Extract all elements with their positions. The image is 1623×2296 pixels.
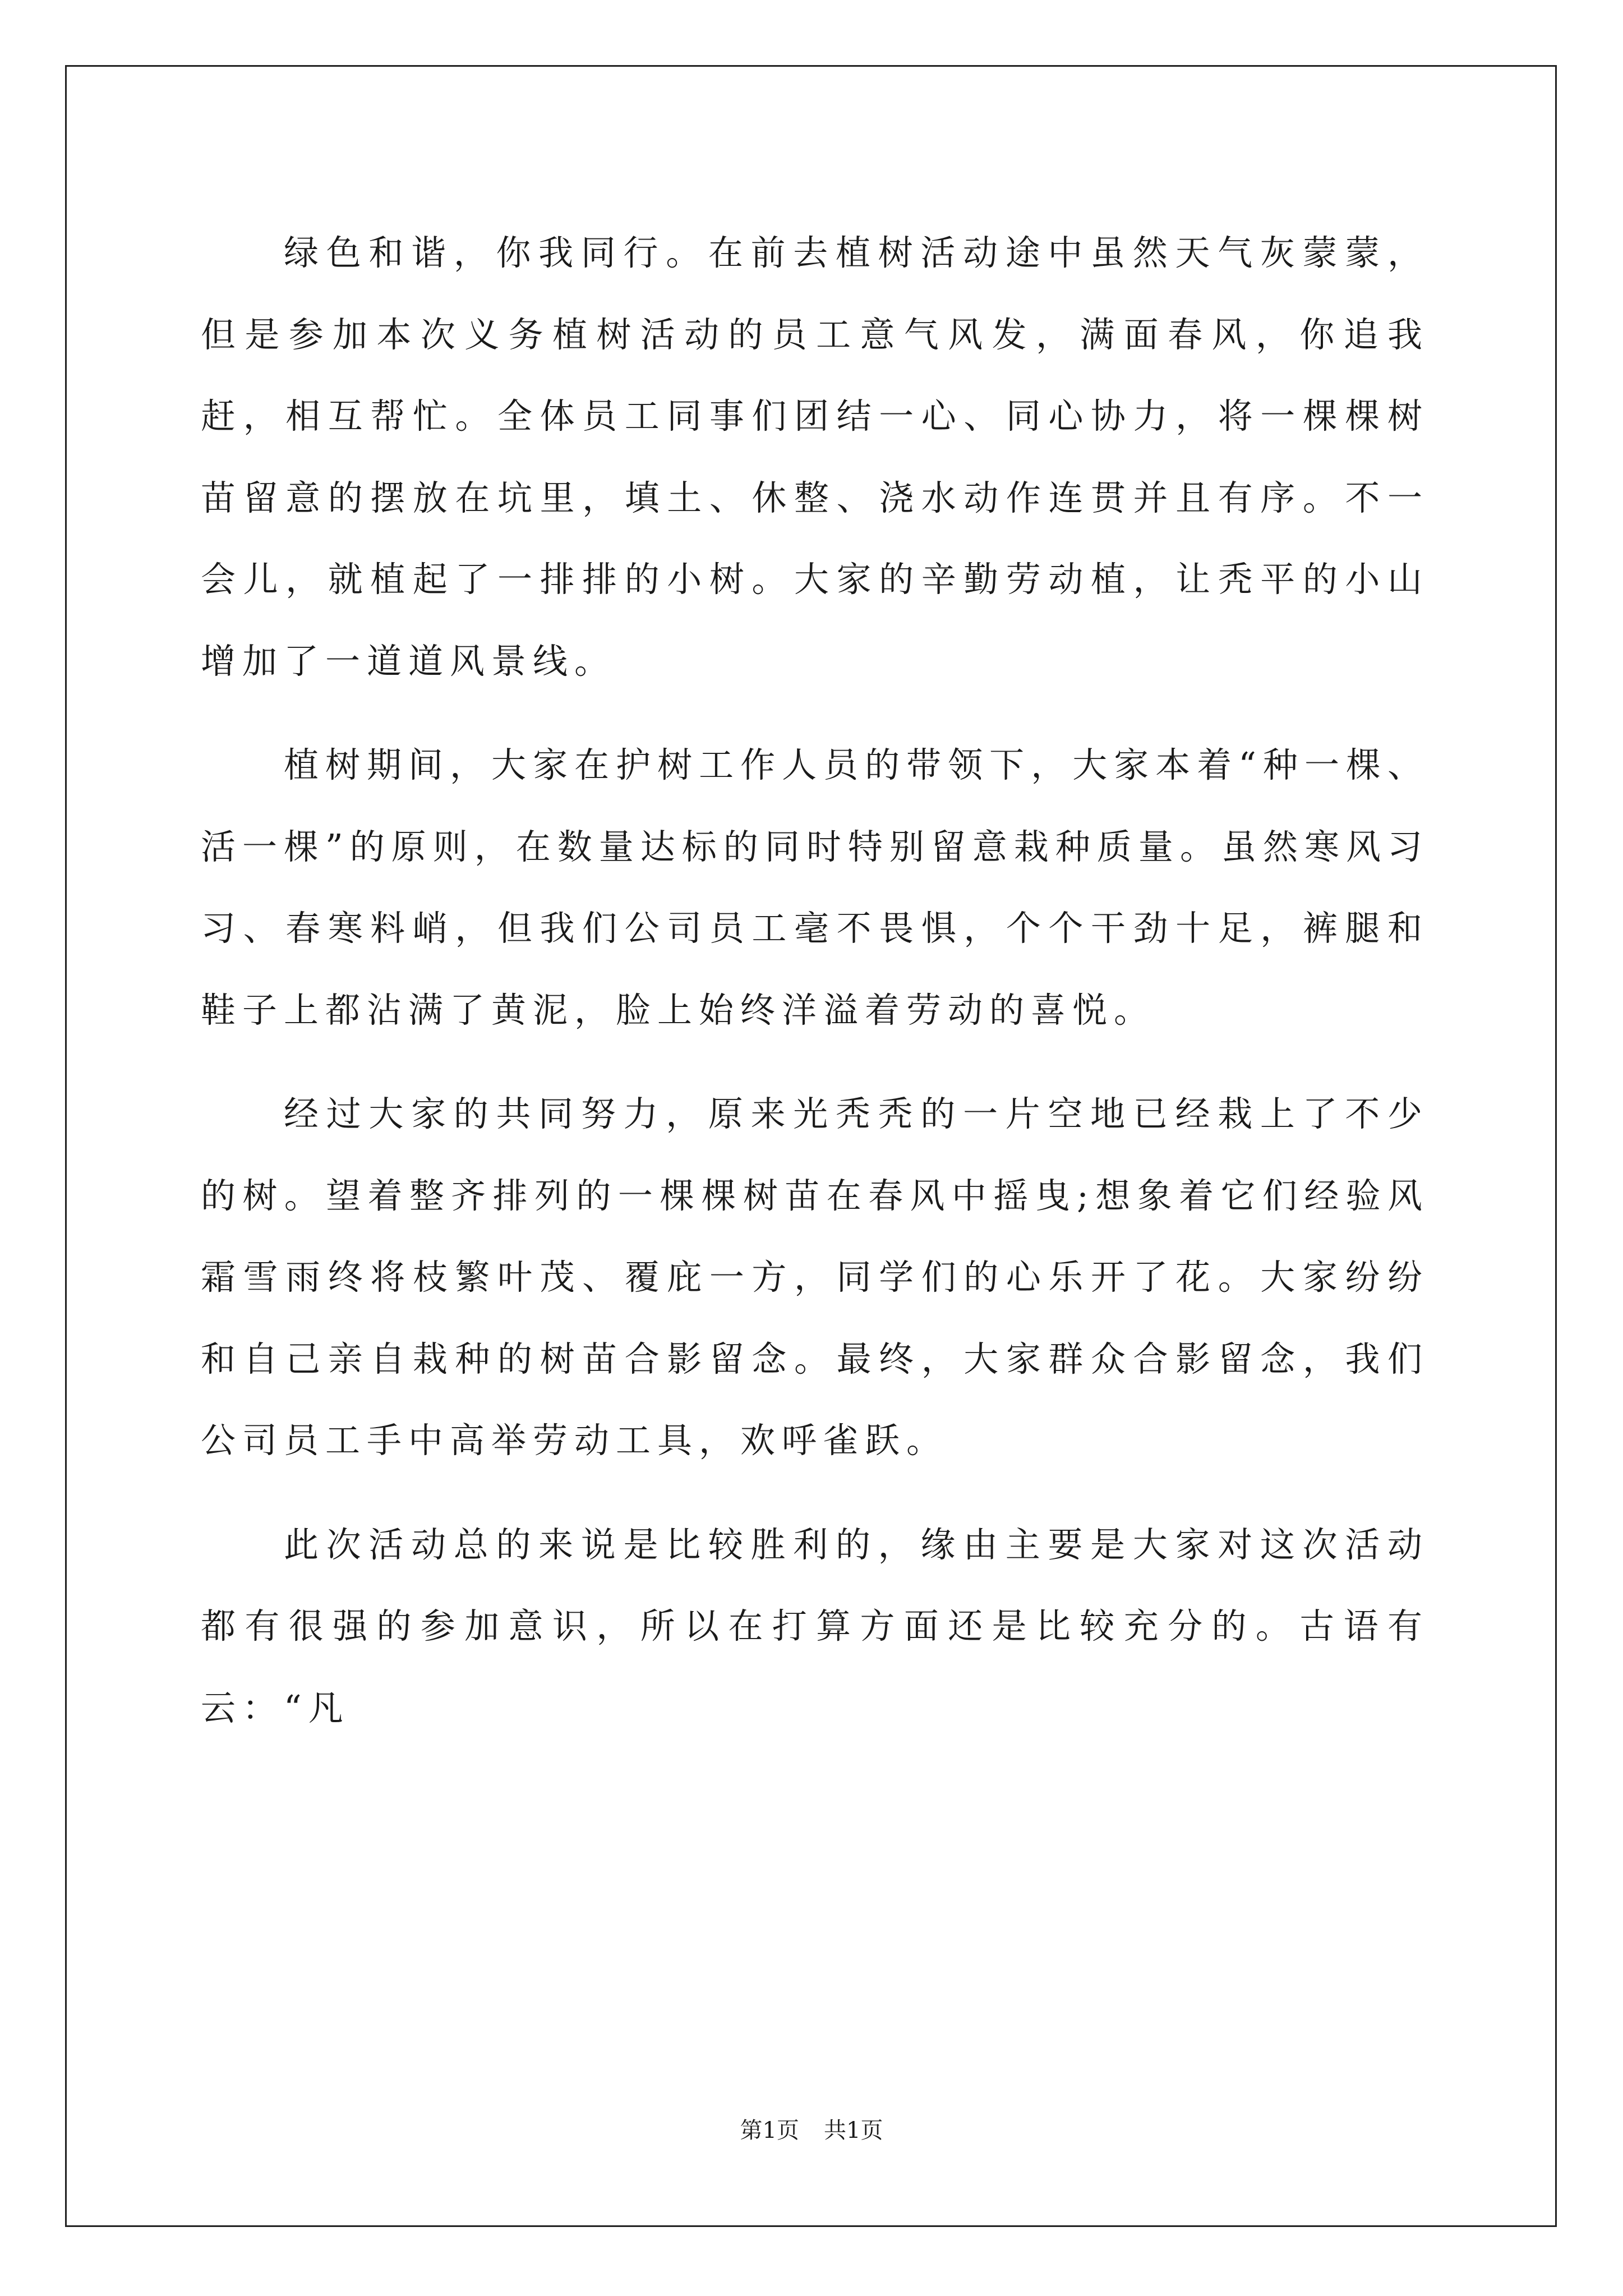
paragraph-4: 此次活动总的来说是比较胜利的，缘由主要是大家对这次活动都有很强的参加意识，所以在打算方面还是比较充分的。古语有云：“凡: [201, 1524, 1429, 1728]
document-body: [201, 212, 1429, 1771]
page-footer: [0, 2115, 1623, 2146]
paragraph-3: 经过大家的共同努力，原来光秃秃的一片空地已经栽上了不少的树。望着整齐排列的一棵棵树苗在春风中摇曳;想象着它们经验风霜雪雨终将枝繁叶茂、覆庇一方，同学们的心乐开了花。大家纷纷和自己亲自栽种的树苗合影留念。最终，大家群众合影留念，我们公司员工手中高举劳动工具，欢呼雀跃。: [201, 1093, 1429, 1461]
page-number: 第1页: [740, 2118, 799, 2143]
paragraph-1: 绿色和谐，你我同行。在前去植树活动途中虽然天气灰蒙蒙，但是参加本次义务植树活动的员工意气风发，满面春风，你追我赶，相互帮忙。全体员工同事们团结一心、同心协力，将一棵棵树苗留意的摆放在坑里，填土、休整、浇水动作连贯并且有序。不一会儿，就植起了一排排的小树。大家的辛勤劳动植，让秃平的小山增加了一道道风景线。: [201, 232, 1429, 682]
paragraph-2: 植树期间，大家在护树工作人员的带领下，大家本着“种一棵、活一棵”的原则，在数量达标的同时特别留意栽种质量。虽然寒风习习、春寒料峭，但我们公司员工毫不畏惧，个个干劲十足，裤腿和鞋子上都沾满了黄泥，脸上始终洋溢着劳动的喜悦。: [201, 744, 1429, 1030]
page-total: 共1页: [824, 2118, 883, 2143]
